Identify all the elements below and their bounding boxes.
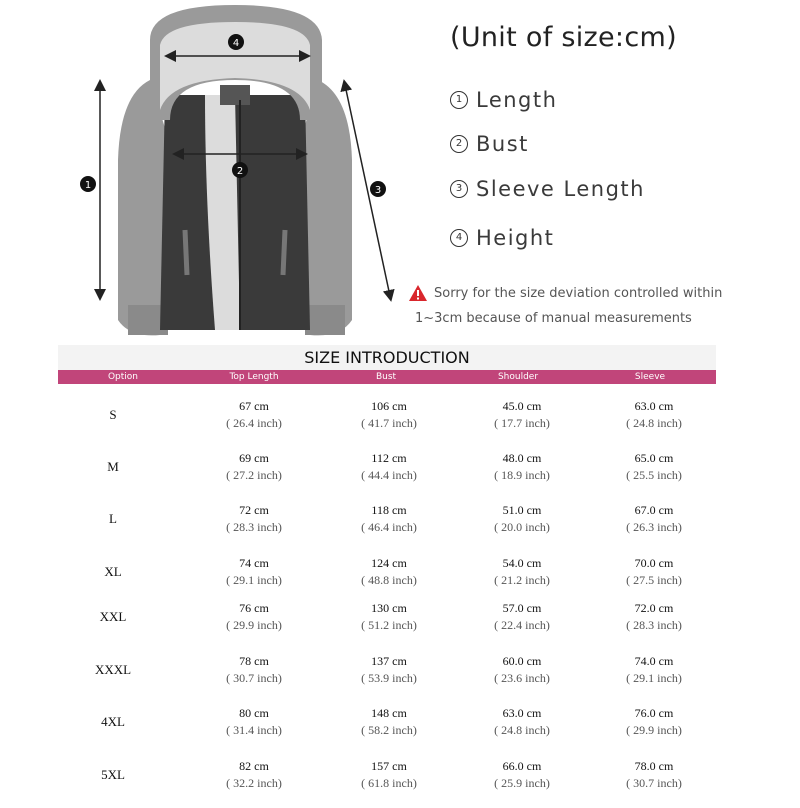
cell-cm-value: 70.0 cm [634, 556, 674, 570]
cell-cm-value: 72 cm [239, 503, 269, 517]
marker-3-icon [370, 181, 386, 197]
cell-inch-value: ( 28.3 inch) [226, 520, 282, 534]
cell-inch-value: ( 27.5 inch) [626, 573, 682, 587]
table-cell [188, 653, 320, 687]
cell-inch-value: ( 46.4 inch) [361, 520, 417, 534]
cell-inch-value: ( 23.6 inch) [494, 671, 550, 685]
legend-label: Sleeve Length [476, 177, 645, 201]
table-cell [456, 502, 588, 536]
table-cell [323, 653, 455, 687]
table-cell [588, 653, 720, 687]
table-cell [323, 555, 455, 589]
svg-text:4: 4 [232, 38, 240, 49]
marker-1-icon [80, 176, 96, 192]
size-label: XL [104, 564, 122, 579]
size-label: M [107, 459, 119, 474]
cell-cm-value: 118 cm [371, 503, 407, 517]
cell-inch-value: ( 26.3 inch) [626, 520, 682, 534]
cell-inch-value: ( 22.4 inch) [494, 618, 550, 632]
legend-label: Bust [476, 132, 529, 156]
cell-cm-value: 76.0 cm [634, 706, 674, 720]
header-sleeve: Sleeve [634, 372, 666, 382]
cell-inch-value: ( 29.1 inch) [626, 671, 682, 685]
cell-cm-value: 67.0 cm [634, 503, 674, 517]
cell-inch-value: ( 29.1 inch) [226, 573, 282, 587]
size-label: L [109, 511, 117, 526]
table-cell [588, 502, 720, 536]
size-label: 5XL [101, 767, 125, 782]
cell-inch-value: ( 21.2 inch) [494, 573, 550, 587]
table-cell [588, 450, 720, 484]
cell-cm-value: 148 cm [371, 706, 407, 720]
cell-inch-value: ( 29.9 inch) [226, 618, 282, 632]
cell-inch-value: ( 30.7 inch) [626, 776, 682, 790]
number-4-icon: 4 [450, 229, 468, 247]
number-1-icon: 1 [450, 91, 468, 109]
svg-text:2: 2 [236, 166, 244, 177]
cell-cm-value: 124 cm [371, 556, 407, 570]
table-row [58, 600, 716, 650]
cell-inch-value: ( 53.9 inch) [361, 671, 417, 685]
cell-cm-value: 65.0 cm [634, 451, 674, 465]
header-shoulder: Shoulder [497, 372, 539, 382]
table-cell [456, 398, 588, 432]
table-cell [188, 398, 320, 432]
header-bust: Bust [375, 372, 397, 382]
cell-cm-value: 74 cm [239, 556, 269, 570]
table-row [58, 502, 716, 552]
svg-text:3: 3 [374, 185, 382, 196]
marker-4-icon [228, 34, 244, 50]
cell-cm-value: 157 cm [371, 759, 407, 773]
cell-cm-value: 82 cm [239, 759, 269, 773]
table-cell [188, 450, 320, 484]
cell-inch-value: ( 25.5 inch) [626, 468, 682, 482]
table-cell [323, 705, 455, 739]
cell-inch-value: ( 24.8 inch) [494, 723, 550, 737]
jacket-size-diagram [0, 0, 420, 345]
table-row [58, 758, 716, 808]
table-cell [588, 600, 720, 634]
cell-cm-value: 57.0 cm [502, 601, 542, 615]
cell-cm-value: 137 cm [371, 654, 407, 668]
label-tag [220, 85, 250, 105]
cell-inch-value: ( 26.4 inch) [226, 416, 282, 430]
unit-label: (Unit of size:cm) [450, 22, 677, 53]
cell-inch-value: ( 48.8 inch) [361, 573, 417, 587]
cell-cm-value: 112 cm [371, 451, 407, 465]
table-cell [323, 502, 455, 536]
cell-cm-value: 51.0 cm [502, 503, 542, 517]
table-cell [456, 653, 588, 687]
table-row [58, 555, 716, 605]
cell-inch-value: ( 24.8 inch) [626, 416, 682, 430]
deviation-note-line1: Sorry for the size deviation controlled within [434, 286, 723, 301]
cell-cm-value: 78.0 cm [634, 759, 674, 773]
size-label: 4XL [101, 714, 125, 729]
table-cell [188, 600, 320, 634]
table-cell [323, 398, 455, 432]
deviation-note-line2: 1~3cm because of manual measurements [415, 311, 692, 326]
cell-cm-value: 67 cm [239, 399, 269, 413]
header-option: Option [107, 372, 139, 382]
table-cell [456, 600, 588, 634]
table-row [58, 653, 716, 703]
table-row [58, 705, 716, 755]
cell-cm-value: 54.0 cm [502, 556, 542, 570]
warning-icon [408, 284, 428, 302]
table-header [58, 370, 716, 384]
header-top-length: Top Length [229, 372, 279, 382]
table-cell [588, 705, 720, 739]
cell-cm-value: 63.0 cm [634, 399, 674, 413]
cell-inch-value: ( 18.9 inch) [494, 468, 550, 482]
number-2-icon: 2 [450, 135, 468, 153]
number-3-icon: 3 [450, 180, 468, 198]
cell-inch-value: ( 28.3 inch) [626, 618, 682, 632]
cell-cm-value: 69 cm [239, 451, 269, 465]
cell-inch-value: ( 27.2 inch) [226, 468, 282, 482]
cell-inch-value: ( 31.4 inch) [226, 723, 282, 737]
legend-label: Length [476, 88, 558, 112]
cell-inch-value: ( 41.7 inch) [361, 416, 417, 430]
size-label: S [109, 407, 117, 422]
table-cell [456, 450, 588, 484]
cell-cm-value: 76 cm [239, 601, 269, 615]
size-label: XXXL [94, 662, 132, 677]
cell-cm-value: 106 cm [371, 399, 407, 413]
cell-inch-value: ( 30.7 inch) [226, 671, 282, 685]
table-cell [588, 555, 720, 589]
cell-cm-value: 130 cm [371, 601, 407, 615]
marker-2-icon [232, 162, 248, 178]
cell-inch-value: ( 17.7 inch) [494, 416, 550, 430]
cell-inch-value: ( 58.2 inch) [361, 723, 417, 737]
table-cell [188, 705, 320, 739]
cell-cm-value: 60.0 cm [502, 654, 542, 668]
cell-inch-value: ( 51.2 inch) [361, 618, 417, 632]
cell-cm-value: 80 cm [239, 706, 269, 720]
legend-item-length [450, 88, 557, 112]
legend-item-height [450, 226, 554, 250]
cell-inch-value: ( 44.4 inch) [361, 468, 417, 482]
cell-inch-value: ( 32.2 inch) [226, 776, 282, 790]
table-cell [588, 758, 720, 792]
legend-label: Height [476, 226, 555, 250]
table-cell [588, 398, 720, 432]
cell-inch-value: ( 29.9 inch) [626, 723, 682, 737]
size-label: XXL [99, 609, 127, 624]
table-row [58, 398, 716, 448]
right-cuff [305, 305, 345, 335]
cell-cm-value: 72.0 cm [634, 601, 674, 615]
table-cell [188, 555, 320, 589]
table-cell [456, 555, 588, 589]
table-cell [456, 758, 588, 792]
cell-cm-value: 48.0 cm [502, 451, 542, 465]
cell-cm-value: 66.0 cm [502, 759, 542, 773]
table-cell [188, 758, 320, 792]
table-row [58, 450, 716, 500]
table-cell [456, 705, 588, 739]
cell-cm-value: 74.0 cm [634, 654, 674, 668]
table-cell [323, 450, 455, 484]
svg-text:1: 1 [84, 180, 92, 191]
table-cell [323, 758, 455, 792]
table-cell [188, 502, 320, 536]
legend-item-bust [450, 132, 529, 156]
table-title: SIZE INTRODUCTION [58, 345, 716, 370]
cell-inch-value: ( 61.8 inch) [361, 776, 417, 790]
cell-cm-value: 78 cm [239, 654, 269, 668]
table-cell [323, 600, 455, 634]
legend-item-sleeve-length [450, 177, 645, 201]
cell-inch-value: ( 20.0 inch) [494, 520, 550, 534]
cell-cm-value: 45.0 cm [502, 399, 542, 413]
cell-cm-value: 63.0 cm [502, 706, 542, 720]
cell-inch-value: ( 25.9 inch) [494, 776, 550, 790]
